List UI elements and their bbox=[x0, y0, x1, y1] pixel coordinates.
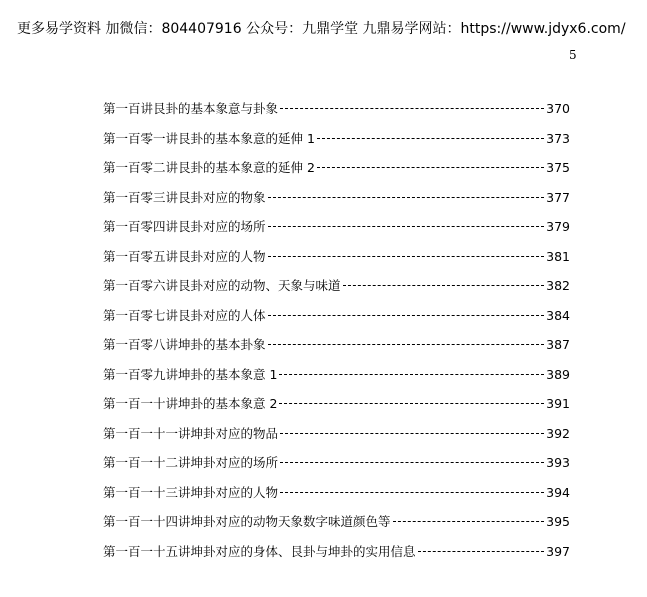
toc-entry-page: 379 bbox=[546, 219, 570, 234]
toc-entry-title: 第一百一十五讲坤卦对应的身体、艮卦与坤卦的实用信息 bbox=[103, 543, 416, 559]
toc-entry[interactable] bbox=[103, 247, 570, 277]
toc-entry-page: 389 bbox=[546, 366, 570, 382]
toc-dot-leader bbox=[268, 315, 545, 316]
toc-entry-title: 第一百零二讲艮卦的基本象意的延伸 2 bbox=[103, 160, 315, 175]
toc-entry[interactable] bbox=[103, 365, 570, 395]
toc-entry-page: 373 bbox=[546, 130, 570, 146]
toc-entry-page: 395 bbox=[546, 514, 570, 529]
toc-entry-page: 387 bbox=[546, 337, 570, 352]
toc-entry-page: 393 bbox=[546, 455, 570, 470]
toc-entry[interactable] bbox=[103, 306, 570, 336]
toc-entry[interactable] bbox=[103, 129, 570, 159]
toc-dot-leader bbox=[280, 108, 544, 109]
toc-entry[interactable] bbox=[103, 453, 570, 483]
header-contact-line: 更多易学资料 加微信：804407916 公众号：九鼎学堂 九鼎易学网站：https://www.jdyx6.com/ bbox=[17, 21, 626, 37]
toc-entry-title: 第一百一十讲坤卦的基本象意 2 bbox=[103, 396, 278, 411]
toc-entry-title: 第一百一十一讲坤卦对应的物品 bbox=[103, 425, 279, 441]
toc-dot-leader bbox=[280, 462, 544, 463]
toc-dot-leader bbox=[268, 197, 545, 198]
toc-entry[interactable] bbox=[103, 99, 570, 129]
toc-entry-title: 第一百零七讲艮卦对应的人体 bbox=[103, 307, 266, 323]
toc-dot-leader bbox=[418, 551, 545, 552]
toc-dot-leader bbox=[317, 167, 544, 168]
toc-dot-leader bbox=[280, 492, 544, 493]
toc-entry[interactable] bbox=[103, 394, 570, 424]
table-of-contents bbox=[103, 99, 570, 571]
toc-entry-title: 第一百零三讲艮卦对应的物象 bbox=[103, 189, 266, 205]
toc-entry-page: 377 bbox=[546, 189, 570, 205]
toc-entry-title: 第一百零五讲艮卦对应的人物 bbox=[103, 248, 266, 264]
toc-entry-title: 第一百一十三讲坤卦对应的人物 bbox=[103, 484, 279, 500]
toc-entry[interactable] bbox=[103, 158, 570, 188]
toc-entry-page: 382 bbox=[546, 278, 570, 293]
page-number: 5 bbox=[569, 48, 577, 62]
toc-entry-page: 381 bbox=[546, 248, 570, 264]
toc-entry-page: 397 bbox=[546, 543, 570, 559]
toc-entry-page: 375 bbox=[546, 160, 570, 175]
toc-entry-page: 384 bbox=[546, 307, 570, 323]
toc-entry-title: 第一百讲艮卦的基本象意与卦象 bbox=[103, 101, 279, 116]
toc-entry[interactable] bbox=[103, 483, 570, 513]
toc-entry-title: 第一百零八讲坤卦的基本卦象 bbox=[103, 337, 266, 352]
toc-entry-page: 394 bbox=[546, 484, 570, 500]
toc-entry[interactable] bbox=[103, 424, 570, 454]
toc-entry[interactable] bbox=[103, 335, 570, 365]
toc-entry-page: 392 bbox=[546, 425, 570, 441]
toc-entry-title: 第一百一十四讲坤卦对应的动物天象数字味道颜色等 bbox=[103, 514, 391, 529]
toc-entry-title: 第一百零四讲艮卦对应的场所 bbox=[103, 219, 266, 234]
toc-dot-leader bbox=[268, 344, 545, 345]
toc-dot-leader bbox=[268, 256, 545, 257]
toc-dot-leader bbox=[343, 285, 545, 286]
toc-dot-leader bbox=[279, 374, 544, 375]
toc-dot-leader bbox=[280, 433, 544, 434]
toc-entry-page: 391 bbox=[546, 396, 570, 411]
toc-entry-title: 第一百零一讲艮卦的基本象意的延伸 1 bbox=[103, 130, 315, 146]
toc-dot-leader bbox=[279, 403, 544, 404]
toc-entry-title: 第一百一十二讲坤卦对应的场所 bbox=[103, 455, 279, 470]
toc-entry[interactable] bbox=[103, 542, 570, 572]
toc-entry[interactable] bbox=[103, 188, 570, 218]
toc-entry-page: 370 bbox=[546, 101, 570, 116]
toc-entry-title: 第一百零九讲坤卦的基本象意 1 bbox=[103, 366, 278, 382]
toc-entry[interactable] bbox=[103, 276, 570, 306]
toc-dot-leader bbox=[317, 138, 544, 139]
toc-dot-leader bbox=[393, 521, 545, 522]
toc-dot-leader bbox=[268, 226, 545, 227]
toc-entry[interactable] bbox=[103, 512, 570, 542]
toc-entry-title: 第一百零六讲艮卦对应的动物、天象与味道 bbox=[103, 278, 341, 293]
toc-entry[interactable] bbox=[103, 217, 570, 247]
